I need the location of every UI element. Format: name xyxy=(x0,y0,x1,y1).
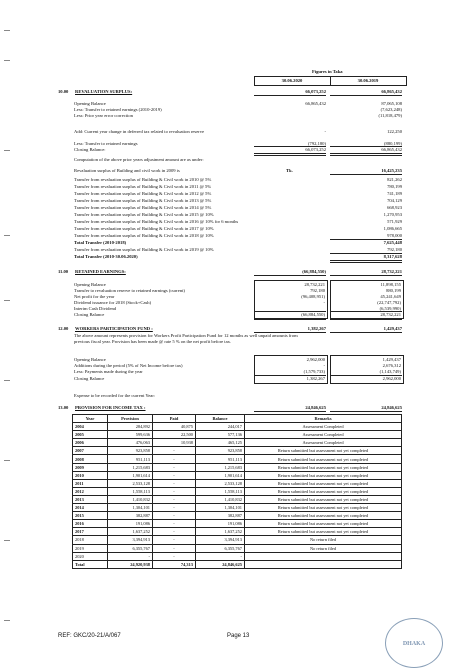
computation-note: Computation of the above prior years adjustment amount are as under: xyxy=(74,157,204,162)
year-cell: 2017 xyxy=(73,528,108,536)
balance-cell: 191,086 xyxy=(196,520,245,528)
row-label: Additions during the period (5% of Net Income before tax) xyxy=(74,363,183,368)
balance-cell: 951,113 xyxy=(196,455,245,463)
remarks-cell: Return submitted but assessment not yet completed xyxy=(245,504,402,512)
year-cell: 2010 xyxy=(73,471,108,479)
balance-cell: 1,410,832 xyxy=(196,495,245,503)
row-label: Closing Balance xyxy=(74,376,105,381)
provision-cell: 2,533,128 xyxy=(108,479,153,487)
transfer-value: 741,189 xyxy=(387,191,402,196)
total-transfer-value: 7,625,448 xyxy=(383,240,402,245)
paid-cell: 22,500 xyxy=(153,431,196,439)
section-total-2019: 28,732,221 xyxy=(381,269,402,274)
year-cell: 2020 xyxy=(73,552,108,560)
balance-cell: 244,017 xyxy=(196,423,245,431)
row-label: Transfer to revaluation reserve to retained earnings (current) xyxy=(74,288,185,293)
paid-cell: - xyxy=(153,512,196,520)
year-cell: 2008 xyxy=(73,455,108,463)
balance-cell: 382,887 xyxy=(196,512,245,520)
transfer-label: Transfer from revaluation surplus of Building & Civil work in 2012 @ 5% xyxy=(74,191,212,196)
paid-cell: - xyxy=(153,544,196,552)
total-transfer-value: 8,317,628 xyxy=(383,254,402,259)
figures-in-taka: Figures in Taka xyxy=(312,69,343,74)
row-value-2019: (6,539,990) xyxy=(379,306,401,311)
paid-cell: - xyxy=(153,536,196,544)
underline xyxy=(254,319,326,320)
row-label: Opening Balance xyxy=(74,357,106,362)
provision-cell: 1,558,113 xyxy=(108,487,153,495)
year-cell: 2015 xyxy=(73,512,108,520)
section-total-2020: 66,073,252 xyxy=(305,89,326,94)
underline xyxy=(330,95,402,96)
row-label: Less: Prior year error correction xyxy=(74,113,133,118)
table-row xyxy=(73,536,402,544)
row-label: Dividend issuance for 2018 (Stock+Cash) xyxy=(74,300,152,305)
balance-cell: 2,533,128 xyxy=(196,479,245,487)
row-value-2019: (1,143,749) xyxy=(379,369,401,374)
section-title: PROVISION FOR INCOME TAX : xyxy=(75,405,146,410)
transfer-label: Transfer from revaluation surplus of Building & Civil work in 2016 @ 10% for 6 months xyxy=(74,219,239,224)
table-row xyxy=(73,552,402,560)
paid-cell: - xyxy=(153,528,196,536)
col2-header: 30.06.2019 xyxy=(357,78,379,83)
row-value-2020: 66,073,252 xyxy=(305,147,326,152)
column-header: Year xyxy=(73,415,108,423)
transfer-label: Transfer from revaluation surplus of Building & Civil work in 2013 @ 5% xyxy=(74,198,212,203)
row-value-2019: (22,747,792) xyxy=(377,300,401,305)
transfer-label: Transfer from revaluation surplus of Building & Civil work in 2017 @ 10% xyxy=(74,226,214,231)
row-value-2019: (880,199) xyxy=(384,141,402,146)
section-title: REVALUATION SURPLUS: xyxy=(75,89,133,94)
transfer-label: Transfer from revaluation surplus of Building & Civil work in 2018 @ 10% xyxy=(74,233,214,238)
remarks-cell: Assessment Completed xyxy=(245,431,402,439)
balance-cell: 24,846,625 xyxy=(196,560,245,568)
provision-cell: 1,410,832 xyxy=(108,495,153,503)
margin-mark xyxy=(4,380,10,381)
year-cell: Total xyxy=(73,560,108,568)
transfer-value: 668,923 xyxy=(387,205,402,210)
section-total-2020: (66,884,550) xyxy=(302,269,326,274)
provision-cell: 951,113 xyxy=(108,455,153,463)
provision-cell: 476,063 xyxy=(108,439,153,447)
section-total-2019: 24,846,625 xyxy=(381,405,402,410)
section-number: 11.00 xyxy=(58,269,69,274)
balance-cell: 465,125 xyxy=(196,439,245,447)
paid-cell: - xyxy=(153,479,196,487)
transfer-value: 1,270,953 xyxy=(383,212,402,217)
year-cell: 2004 xyxy=(73,423,108,431)
total-transfer-label: Total Transfer (2010-30.06.2020) xyxy=(74,254,138,259)
table-row xyxy=(73,439,402,447)
row-value-2019: 87,065,108 xyxy=(381,101,402,106)
remarks-cell: Return submitted but assessment not yet completed xyxy=(245,520,402,528)
table-row xyxy=(73,544,402,552)
paragraph-line: previous fiscal year. Provision has been made @ rate 5 % on the net profit before tax. xyxy=(74,339,232,344)
row-value-2019: 2,962,000 xyxy=(382,376,401,381)
remarks-cell: Return submitted but assessment not yet completed xyxy=(245,479,402,487)
paid-cell: - xyxy=(153,520,196,528)
transfer-value: 704,129 xyxy=(387,198,402,203)
balance-cell: 3,394,913 xyxy=(196,536,245,544)
balance-cell: 6,355,767 xyxy=(196,544,245,552)
table-row xyxy=(73,495,402,503)
row-label: Interim Cash Dividend xyxy=(74,306,117,311)
transfer-value: 1,086,665 xyxy=(383,226,402,231)
column-header: Provision xyxy=(108,415,153,423)
provision-cell: 1,901,614 xyxy=(108,471,153,479)
remarks-cell xyxy=(245,560,402,568)
balance-cell: 1,637,252 xyxy=(196,528,245,536)
row-value-2019: 66,865,432 xyxy=(381,147,402,152)
audit-seal xyxy=(385,618,443,668)
table-row xyxy=(73,455,402,463)
transfer-label: Transfer from revaluation surplus of Building & Civil work in 2010 @ 5% xyxy=(74,177,212,182)
surplus-value: 16,425,235 xyxy=(381,168,402,173)
remarks-cell: Assessment Completed xyxy=(245,423,402,431)
remarks-cell: Return submitted but assessment not yet completed xyxy=(245,495,402,503)
underline xyxy=(254,275,326,276)
section-title: WORKERS PARTICIPATION FUND : xyxy=(75,326,153,331)
column-header: Paid xyxy=(153,415,196,423)
section-number: 12.00 xyxy=(58,326,69,331)
transfer-value: 780,199 xyxy=(387,184,402,189)
margin-mark xyxy=(4,460,10,461)
table-row xyxy=(73,431,402,439)
transfer-label: Transfer from revaluation surplus of Building & Civil work in 2019 @ 10% xyxy=(74,247,214,252)
row-value-2019: (7,623,248) xyxy=(380,107,402,112)
table-row xyxy=(73,447,402,455)
row-label: Add: Current year change in deferred tax related to revaluation reserve xyxy=(74,129,205,134)
row-value-2019: 2,676,312 xyxy=(382,363,401,368)
remarks-cell: Assessment Completed xyxy=(245,439,402,447)
provision-cell: 284,892 xyxy=(108,423,153,431)
row-label: Less: Transfer to retained earnings (2010-2019) xyxy=(74,107,162,112)
row-value-2020: 66,865,432 xyxy=(305,101,326,106)
transfer-label: Transfer from revaluation surplus of Building & Civil work in 2015 @ 10% xyxy=(74,212,214,217)
row-value-2019: 11,898,155 xyxy=(380,282,401,287)
balance-cell: - xyxy=(196,552,245,560)
balance-cell: 1,901,614 xyxy=(196,471,245,479)
double-underline xyxy=(330,260,402,263)
row-value-2020: - xyxy=(324,129,326,134)
transfer-value: 978,000 xyxy=(387,233,402,238)
provision-cell: 6,355,767 xyxy=(108,544,153,552)
year-cell: 2012 xyxy=(73,487,108,495)
provision-cell: 1,304,101 xyxy=(108,504,153,512)
table-row xyxy=(73,479,402,487)
transfer-label: Transfer from revaluation surplus of Building & Civil work in 2011 @ 5% xyxy=(74,184,212,189)
row-value-2020: 28,732,221 xyxy=(304,282,325,287)
table-row xyxy=(73,520,402,528)
row-label: Closing Balance xyxy=(74,312,105,317)
double-underline xyxy=(330,153,402,156)
section-number: 10.00 xyxy=(58,89,69,94)
paid-cell: - xyxy=(153,552,196,560)
paid-cell: - xyxy=(153,471,196,479)
remarks-cell: No return filed xyxy=(245,544,402,552)
section-title: RETAINED EARNINGS: xyxy=(75,269,126,274)
margin-mark xyxy=(4,150,10,151)
year-cell: 2019 xyxy=(73,544,108,552)
provision-cell: 1,215,683 xyxy=(108,463,153,471)
paid-cell: - xyxy=(153,495,196,503)
margin-mark xyxy=(4,30,10,31)
remarks-cell: Return submitted but assessment not yet completed xyxy=(245,463,402,471)
year-cell: 2011 xyxy=(73,479,108,487)
expense-note: Expense to be recorded for the current Year: xyxy=(74,393,156,398)
remarks-cell: Return submitted but assessment not yet completed xyxy=(245,528,402,536)
table-row xyxy=(73,528,402,536)
underline xyxy=(330,319,402,320)
paid-cell: 40,875 xyxy=(153,423,196,431)
section-total-2019: 1,429,437 xyxy=(383,326,402,331)
row-value-2020: 1,382,267 xyxy=(306,376,325,381)
row-value-2019: (11,818,479) xyxy=(378,113,402,118)
reference-number: REF: GKC/20-21/A/067 xyxy=(58,633,121,639)
table-row xyxy=(73,560,402,568)
provision-cell: 24,920,938 xyxy=(108,560,153,568)
section-total-2020: 1,382,267 xyxy=(307,326,326,331)
underline xyxy=(254,411,326,412)
seal-text: DHAKA xyxy=(402,641,426,647)
paid-cell: - xyxy=(153,463,196,471)
year-cell: 2006 xyxy=(73,439,108,447)
row-label: Opening Balance xyxy=(74,282,106,287)
table-row xyxy=(73,471,402,479)
row-value-2019: 122,250 xyxy=(387,129,402,134)
row-label: Closing Balance: xyxy=(74,147,106,152)
table-header-row xyxy=(73,415,402,423)
section-number: 13.00 xyxy=(58,405,69,410)
provision-cell: 1,637,252 xyxy=(108,528,153,536)
margin-mark xyxy=(4,235,10,236)
paid-cell: - xyxy=(153,487,196,495)
table-row xyxy=(73,512,402,520)
provision-cell: 3,394,913 xyxy=(108,536,153,544)
table-row xyxy=(73,504,402,512)
provision-cell: 923,858 xyxy=(108,447,153,455)
paid-cell: - xyxy=(153,504,196,512)
transfer-value: 821,262 xyxy=(387,177,402,182)
row-value-2020: (1,579,733) xyxy=(303,369,325,374)
row-value-2019: 28,732,221 xyxy=(380,312,401,317)
margin-mark xyxy=(4,300,10,301)
row-value-2019: 45,241,649 xyxy=(380,294,401,299)
remarks-cell xyxy=(245,552,402,560)
paid-cell: 74,313 xyxy=(153,560,196,568)
margin-mark xyxy=(4,60,10,61)
underline xyxy=(330,332,402,333)
year-cell: 2007 xyxy=(73,447,108,455)
balance-cell: 1,304,101 xyxy=(196,504,245,512)
margin-mark xyxy=(4,540,10,541)
row-value-2019: 880,199 xyxy=(386,288,401,293)
remarks-cell: Return submitted but assessment not yet completed xyxy=(245,487,402,495)
remarks-cell: No return filed xyxy=(245,536,402,544)
section-total-2020: 24,846,625 xyxy=(305,405,326,410)
page-number: Page 13 xyxy=(227,633,250,639)
year-cell: 2009 xyxy=(73,463,108,471)
transfer-value: 571,929 xyxy=(387,219,402,224)
year-cell: 2005 xyxy=(73,431,108,439)
paid-cell: - xyxy=(153,447,196,455)
paid-cell: - xyxy=(153,455,196,463)
row-value-2020: (96,408,951) xyxy=(301,294,325,299)
table-row xyxy=(73,487,402,495)
balance-cell: 1,215,683 xyxy=(196,463,245,471)
row-label: Less: Transfer to retained earnings xyxy=(74,141,138,146)
transfer-label: Transfer from revaluation surplus of Building & Civil work in 2014 @ 5% xyxy=(74,205,212,210)
column-header: Balance xyxy=(196,415,245,423)
remarks-cell: Return submitted but assessment not yet completed xyxy=(245,471,402,479)
remarks-cell: Return submitted but assessment not yet completed xyxy=(245,455,402,463)
section-total-2019: 66,865,432 xyxy=(381,89,402,94)
row-label: Net profit for the year xyxy=(74,294,115,299)
balance-cell: 1,558,113 xyxy=(196,487,245,495)
double-underline xyxy=(254,153,326,156)
balance-cell: 923,858 xyxy=(196,447,245,455)
row-value-2020: (66,884,550) xyxy=(301,312,325,317)
underline xyxy=(330,411,402,412)
column-header: Remarks xyxy=(245,415,402,423)
row-value-2020: 2,962,000 xyxy=(306,357,325,362)
provision-cell: - xyxy=(108,552,153,560)
year-cell: 2014 xyxy=(73,504,108,512)
paid-cell: 10,938 xyxy=(153,439,196,447)
row-value-2020: - xyxy=(323,300,325,305)
provision-cell: 382,887 xyxy=(108,512,153,520)
remarks-cell: Return submitted but assessment not yet completed xyxy=(245,447,402,455)
underline xyxy=(330,174,402,175)
year-cell: 2018 xyxy=(73,536,108,544)
surplus-label: Revaluation surplus of Building and civil work in 2009 is xyxy=(74,168,180,173)
row-value-2020: - xyxy=(323,363,325,368)
paragraph-line: The above amount represents provision for Workers Profit Participation Fund for 12 months as well unpaid amounts from xyxy=(74,333,298,338)
row-value-2020: (792,180) xyxy=(308,141,326,146)
year-cell: 2016 xyxy=(73,520,108,528)
total-transfer-label: Total Transfer (2010-2018) xyxy=(74,240,127,245)
margin-mark xyxy=(4,620,10,621)
year-cell: 2013 xyxy=(73,495,108,503)
table-row xyxy=(73,423,402,431)
provision-cell: 191,086 xyxy=(108,520,153,528)
taka-abbrev: Tk. xyxy=(286,168,293,173)
underline xyxy=(330,275,402,276)
row-label: Less: Payments made during the year xyxy=(74,369,143,374)
row-value-2019: 1,429,437 xyxy=(382,357,401,362)
transfer-value: 792,180 xyxy=(387,247,402,252)
table-row xyxy=(73,463,402,471)
remarks-cell: Return submitted but assessment not yet completed xyxy=(245,512,402,520)
row-value-2020: 792,180 xyxy=(310,288,325,293)
balance-cell: 577,136 xyxy=(196,431,245,439)
provision-cell: 599,636 xyxy=(108,431,153,439)
underline xyxy=(254,95,326,96)
row-label: Opening Balance xyxy=(74,101,106,106)
income-tax-table xyxy=(72,414,402,569)
col1-header: 30.06.2020 xyxy=(281,78,303,83)
